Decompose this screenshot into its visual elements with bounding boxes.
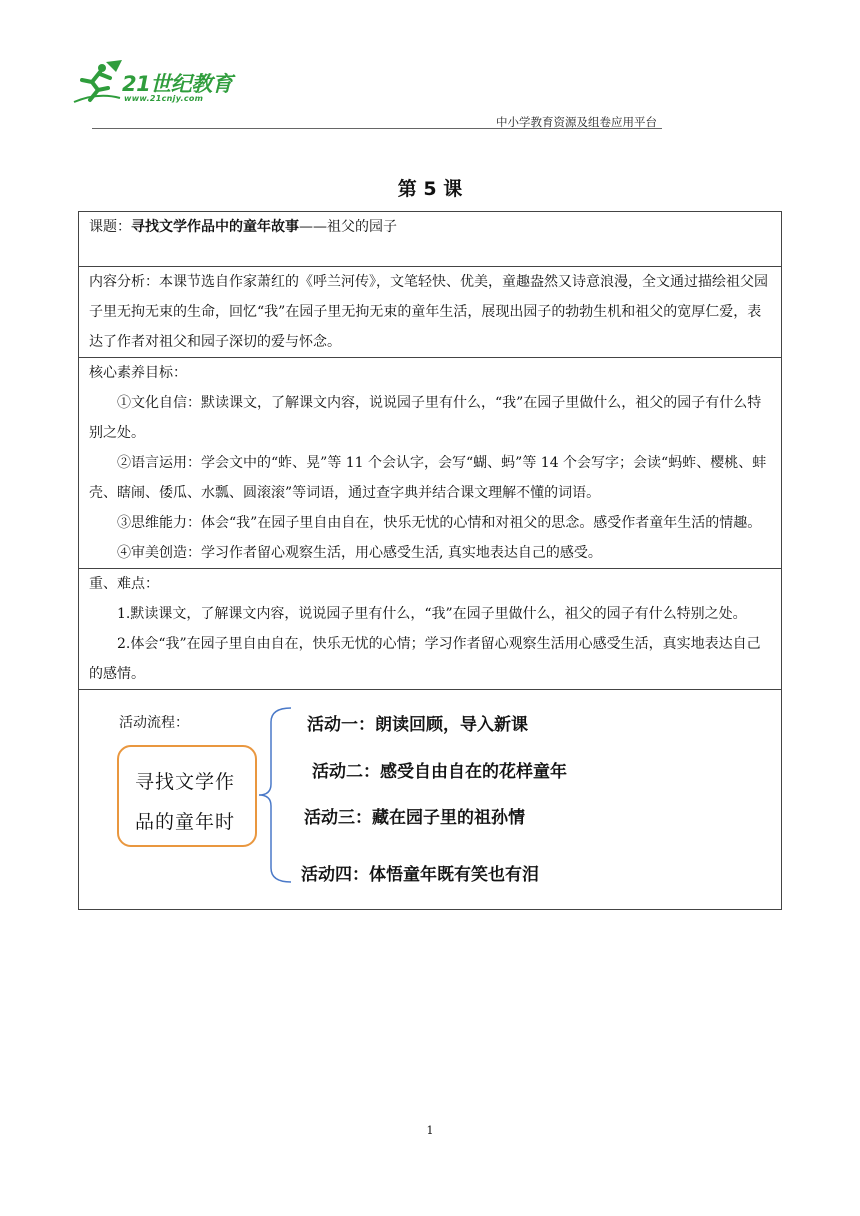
logo-text: 21世纪教育	[122, 72, 233, 96]
topic-row	[79, 212, 782, 267]
topic-subtitle: ——祖父的园子	[299, 219, 397, 235]
goals-row	[79, 358, 782, 569]
key-point-item: 2.体会“我”在园子里自由自在，快乐无忧的心情；学习作者留心观察生活用心感受生活，真实地表达自己的感情。	[89, 636, 761, 682]
flow-label: 活动流程：	[119, 715, 189, 731]
flow-center-box	[117, 745, 257, 847]
header-divider	[92, 128, 662, 129]
analysis-row	[79, 267, 782, 358]
header-tagline: 中小学教育资源及组卷应用平台	[496, 115, 657, 129]
goal-item: ③思维能力：体会“我”在园子里自由自在，快乐无忧的心情和对祖父的思念。感受作者童年生活的情趣。	[117, 515, 762, 531]
logo-url: www.21cnjy.com	[124, 94, 204, 103]
lesson-title: 第 5 课	[397, 178, 463, 200]
topic-label: 课题：	[89, 219, 131, 235]
content-analysis: 内容分析：本课节选自作家萧红的《呼兰河传》，文笔轻快、优美，童趣盎然又诗意浪漫，全文通过描绘祖父园子里无拘无束的生命，回忆“我”在园子里无拘无束的童年生活，展现出园子的勃勃生机和祖父的宽厚仁爱，表达了作者对祖父和园子深切的爱与怀念。	[89, 274, 768, 350]
activity-2: 活动二：感受自由自在的花样童年	[312, 762, 567, 782]
activity-1: 活动一：朗读回顾，导入新课	[307, 715, 528, 735]
goals-heading: 核心素养目标：	[89, 365, 187, 381]
activity-flow-row	[79, 690, 782, 910]
curly-brace-icon	[257, 700, 297, 890]
activity-4: 活动四：体悟童年既有笑也有泪	[301, 865, 539, 885]
goal-item: ①文化自信：默读课文，了解课文内容，说说园子里有什么，“我”在园子里做什么，祖父的园子有什么特别之处。	[89, 395, 762, 441]
goal-item: ②语言运用：学会文中的“蚱、晃”等 11 个会认字，会写“蝴、蚂”等 14 个会写字；会读“蚂蚱、樱桃、蚌壳、瞎闹、倭瓜、水瓢、圆滚滚”等词语，通过查字典并结合课文理解不懂的词语。	[89, 455, 767, 501]
site-logo	[72, 58, 252, 106]
runner-icon	[72, 58, 128, 106]
key-points-heading: 重、难点：	[89, 576, 159, 592]
key-points-row	[79, 569, 782, 690]
topic-title: 寻找文学作品中的童年故事	[131, 219, 299, 235]
center-line-1: 寻找文学作	[135, 771, 236, 793]
center-line-2: 品的童年时	[135, 811, 236, 833]
activity-3: 活动三：藏在园子里的祖孙情	[304, 808, 525, 828]
key-point-item: 1.默读课文，了解课文内容，说说园子里有什么，“我”在园子里做什么，祖父的园子有什么特别之处。	[117, 606, 747, 622]
page-number: 1	[426, 1124, 434, 1137]
lesson-plan-table	[78, 211, 782, 910]
goal-item: ④审美创造：学习作者留心观察生活，用心感受生活, 真实地表达自己的感受。	[117, 545, 602, 561]
